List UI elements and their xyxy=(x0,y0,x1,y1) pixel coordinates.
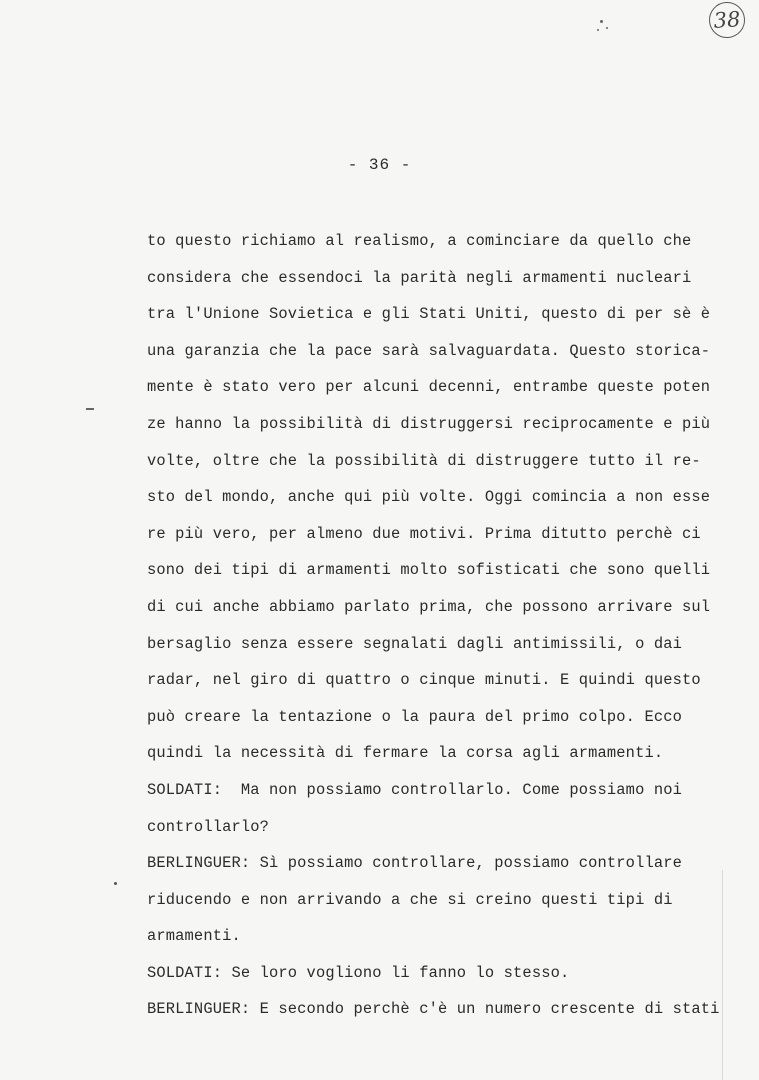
text-line: tra l'Unione Sovietica e gli Stati Uniti, questo di per sè è xyxy=(147,305,711,324)
text-line: bersaglio senza essere segnalati dagli antimissili, o dai xyxy=(147,634,682,653)
text-line: sono dei tipi di armamenti molto sofisticati che sono quelli xyxy=(147,561,711,580)
text-line: to questo richiamo al realismo, a cominciare da quello che xyxy=(147,232,692,250)
text-line: può creare la tentazione o la paura del primo colpo. Ecco xyxy=(147,707,682,726)
page-number: - 36 - xyxy=(347,156,412,174)
speaker-line-soldati: SOLDATI: Se loro vogliono li fanno lo stesso. xyxy=(147,963,570,982)
text-line: radar, nel giro di quattro o cinque minuti. E quindi questo xyxy=(147,671,701,690)
text-line: riducendo e non arrivando a che si creino questi tipi di xyxy=(147,890,673,909)
text-line: ze hanno la possibilità di distruggersi reciprocamente e più xyxy=(147,414,711,433)
text-line: re più vero, per almeno due motivi. Prima ditutto perchè ci xyxy=(147,524,701,543)
speaker-line-berlinguer: BERLINGUER: E secondo perchè c'è un numero crescente di stati xyxy=(147,1000,720,1019)
archive-page-stamp: 38 xyxy=(708,1,746,39)
text-line: armamenti. xyxy=(147,927,241,946)
text-line: considera che essendoci la parità negli armamenti nucleari xyxy=(147,268,692,287)
text-line: mente è stato vero per alcuni decenni, entrambe queste poten xyxy=(147,378,711,397)
ink-speck xyxy=(597,29,599,31)
ink-speck xyxy=(600,20,603,23)
text-line: quindi la necessità di fermare la corsa agli armamenti. xyxy=(147,744,664,763)
speaker-line-soldati: SOLDATI: Ma non possiamo controllarlo. Come possiamo noi xyxy=(147,780,682,799)
ink-speck xyxy=(606,27,608,29)
transcript-body xyxy=(147,226,727,1031)
text-line: controllarlo? xyxy=(147,817,270,836)
text-line: sto del mondo, anche qui più volte. Oggi comincia a non esse xyxy=(147,488,711,507)
margin-dot xyxy=(114,882,117,885)
text-line: volte, oltre che la possibilità di distruggere tutto il re- xyxy=(147,451,701,470)
speaker-line-berlinguer: BERLINGUER: Sì possiamo controllare, possiamo controllare xyxy=(147,854,682,873)
text-line: di cui anche abbiamo parlato prima, che possono arrivare sul xyxy=(147,597,711,616)
text-line: una garanzia che la pace sarà salvaguardata. Questo storica- xyxy=(147,341,711,360)
margin-mark xyxy=(86,408,94,410)
